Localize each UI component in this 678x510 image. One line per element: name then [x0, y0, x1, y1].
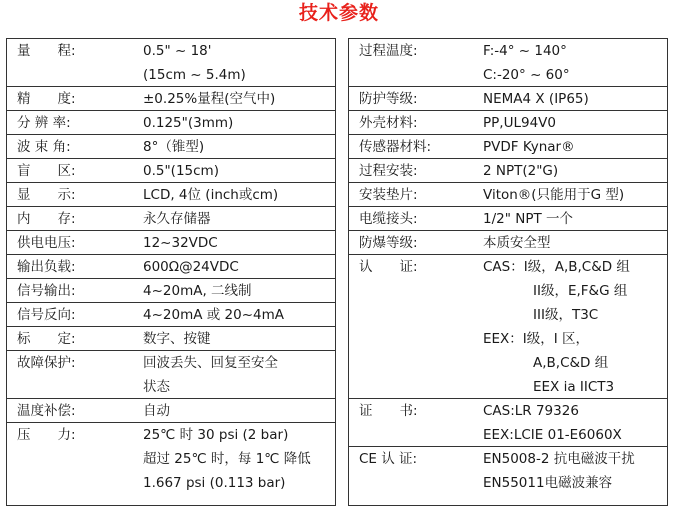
spec-value — [483, 87, 589, 111]
spec-value-line: A,B,C&D 组 — [533, 355, 609, 371]
spec-value-line: LCD, 4位 (inch或cm) — [143, 187, 279, 203]
spec-value-line: PP,UL94V0 — [483, 115, 556, 131]
spec-label: 信号反向: — [17, 307, 76, 323]
spec-value — [483, 447, 635, 495]
spec-value — [143, 351, 278, 399]
spec-value-line: 超过 25℃ 时，每 1℃ 降低 — [143, 451, 311, 467]
spec-label: 内 存: — [17, 211, 76, 227]
spec-row — [7, 423, 335, 495]
spec-value-line: 8°（锥型) — [143, 139, 205, 155]
spec-value — [143, 207, 211, 231]
spec-row — [349, 231, 667, 255]
spec-value — [143, 231, 218, 255]
spec-row — [349, 159, 667, 183]
spec-label: 输出负载: — [17, 259, 76, 275]
spec-value — [483, 231, 551, 255]
spec-value-line: 永久存储器 — [143, 211, 211, 227]
spec-value-line: 1.667 psi (0.113 bar) — [143, 475, 286, 491]
spec-row — [7, 279, 335, 303]
spec-label: 量 程: — [17, 43, 76, 59]
spec-row — [7, 399, 335, 423]
spec-label: 信号输出: — [17, 283, 76, 299]
spec-value-line: EEX ia IICT3 — [533, 379, 615, 395]
spec-value — [483, 39, 570, 87]
spec-value-line: F:-4° ~ 140° — [483, 43, 567, 59]
page-title: 技术参数 — [298, 2, 379, 24]
spec-value-line: EEX:LCIE 01-E6060X — [483, 427, 622, 443]
spec-value-line: III级，T3C — [533, 307, 599, 323]
spec-row — [7, 303, 335, 327]
spec-row — [349, 39, 667, 87]
spec-label: CE 认 证: — [359, 451, 418, 467]
spec-row — [349, 399, 667, 447]
spec-row — [7, 135, 335, 159]
spec-value — [483, 111, 556, 135]
spec-row — [349, 111, 667, 135]
spec-row — [349, 183, 667, 207]
spec-value — [143, 111, 233, 135]
spec-value-line: 数字、按键 — [143, 331, 211, 347]
spec-value-line: 25℃ 时 30 psi (2 bar) — [143, 427, 289, 443]
spec-row — [7, 159, 335, 183]
spec-row — [7, 351, 335, 399]
spec-value — [143, 183, 278, 207]
spec-row — [349, 255, 667, 399]
spec-row — [7, 327, 335, 351]
spec-value — [143, 399, 170, 423]
spec-value — [483, 135, 575, 159]
spec-value-line: 600Ω@24VDC — [143, 259, 239, 275]
spec-value-line: 状态 — [143, 379, 170, 395]
spec-value-line: EN5008-2 抗电磁波干扰 — [483, 451, 635, 467]
spec-label: 显 示: — [17, 187, 76, 203]
spec-value-line: 0.125"(3mm) — [143, 115, 234, 131]
spec-label: 过程安装: — [359, 163, 418, 179]
spec-row — [7, 87, 335, 111]
spec-label: 标 定: — [17, 331, 76, 347]
spec-label: 安装垫片: — [359, 187, 418, 203]
spec-row — [7, 207, 335, 231]
spec-value — [143, 423, 311, 495]
spec-value-line: CAS：I级，A,B,C&D 组 — [483, 259, 630, 275]
spec-value — [143, 39, 246, 87]
spec-label: 故障保护: — [17, 355, 76, 371]
spec-label: 防护等级: — [359, 91, 418, 107]
spec-value — [143, 327, 211, 351]
spec-table-left — [6, 38, 336, 506]
spec-label: 精 度: — [17, 91, 76, 107]
spec-value-line: 0.5"(15cm) — [143, 163, 219, 179]
spec-value — [483, 183, 624, 207]
spec-value-line: EN55011电磁波兼容 — [483, 475, 613, 491]
spec-label: 压 力: — [17, 427, 76, 443]
spec-label: 传感器材料: — [359, 139, 432, 155]
spec-label: 外壳材料: — [359, 115, 418, 131]
spec-row — [349, 207, 667, 231]
spec-value-line: CAS:LR 79326 — [483, 403, 579, 419]
spec-value-line: PVDF Kynar® — [483, 139, 575, 155]
spec-label: 电缆接头: — [359, 211, 418, 227]
spec-value — [143, 255, 239, 279]
spec-value-line: 本质安全型 — [483, 235, 551, 251]
spec-value-line: NEMA4 X (IP65) — [483, 91, 589, 107]
spec-value-line: 0.5" ~ 18' — [143, 43, 212, 59]
spec-label: 防爆等级: — [359, 235, 418, 251]
spec-row — [349, 135, 667, 159]
spec-value-line: (15cm ~ 5.4m) — [143, 67, 246, 83]
spec-row — [7, 111, 335, 135]
spec-value-line: EEX：I级，I 区， — [483, 331, 590, 347]
spec-value-line: 12~32VDC — [143, 235, 218, 251]
spec-value — [143, 279, 252, 303]
spec-value-line: 自动 — [143, 403, 170, 419]
spec-label: 分 辨 率: — [17, 115, 71, 131]
spec-value — [483, 399, 622, 447]
spec-value-line: 2 NPT(2"G) — [483, 163, 559, 179]
spec-value-line: C:-20° ~ 60° — [483, 67, 570, 83]
spec-row — [349, 87, 667, 111]
spec-value-line: ±0.25%量程(空气中) — [143, 91, 276, 107]
spec-label: 证 书: — [359, 403, 418, 419]
spec-value — [143, 303, 284, 327]
spec-label: 温度补偿: — [17, 403, 76, 419]
spec-table-right — [348, 38, 668, 506]
spec-row — [7, 183, 335, 207]
spec-value-line: 4~20mA 或 20~4mA — [143, 307, 285, 323]
spec-row — [7, 39, 335, 87]
spec-label: 供电电压: — [17, 235, 76, 251]
spec-value-line: 1/2" NPT 一个 — [483, 211, 574, 227]
spec-row — [7, 231, 335, 255]
spec-label: 盲 区: — [17, 163, 76, 179]
spec-value-line: 回波丢失、回复至安全 — [143, 355, 278, 371]
spec-value — [143, 159, 219, 183]
spec-label: 认 证: — [359, 259, 418, 275]
spec-value-line: Viton®(只能用于G 型) — [483, 187, 625, 203]
spec-row — [349, 447, 667, 497]
spec-value — [143, 135, 204, 159]
spec-value — [483, 255, 630, 399]
spec-label: 波 束 角: — [17, 139, 71, 155]
spec-row — [7, 255, 335, 279]
spec-value — [143, 87, 275, 111]
spec-label: 过程温度: — [359, 43, 418, 59]
spec-value-line: II级，E,F&G 组 — [533, 283, 628, 299]
spec-value — [483, 207, 573, 231]
spec-value-line: 4~20mA, 二线制 — [143, 283, 252, 299]
spec-value — [483, 159, 558, 183]
